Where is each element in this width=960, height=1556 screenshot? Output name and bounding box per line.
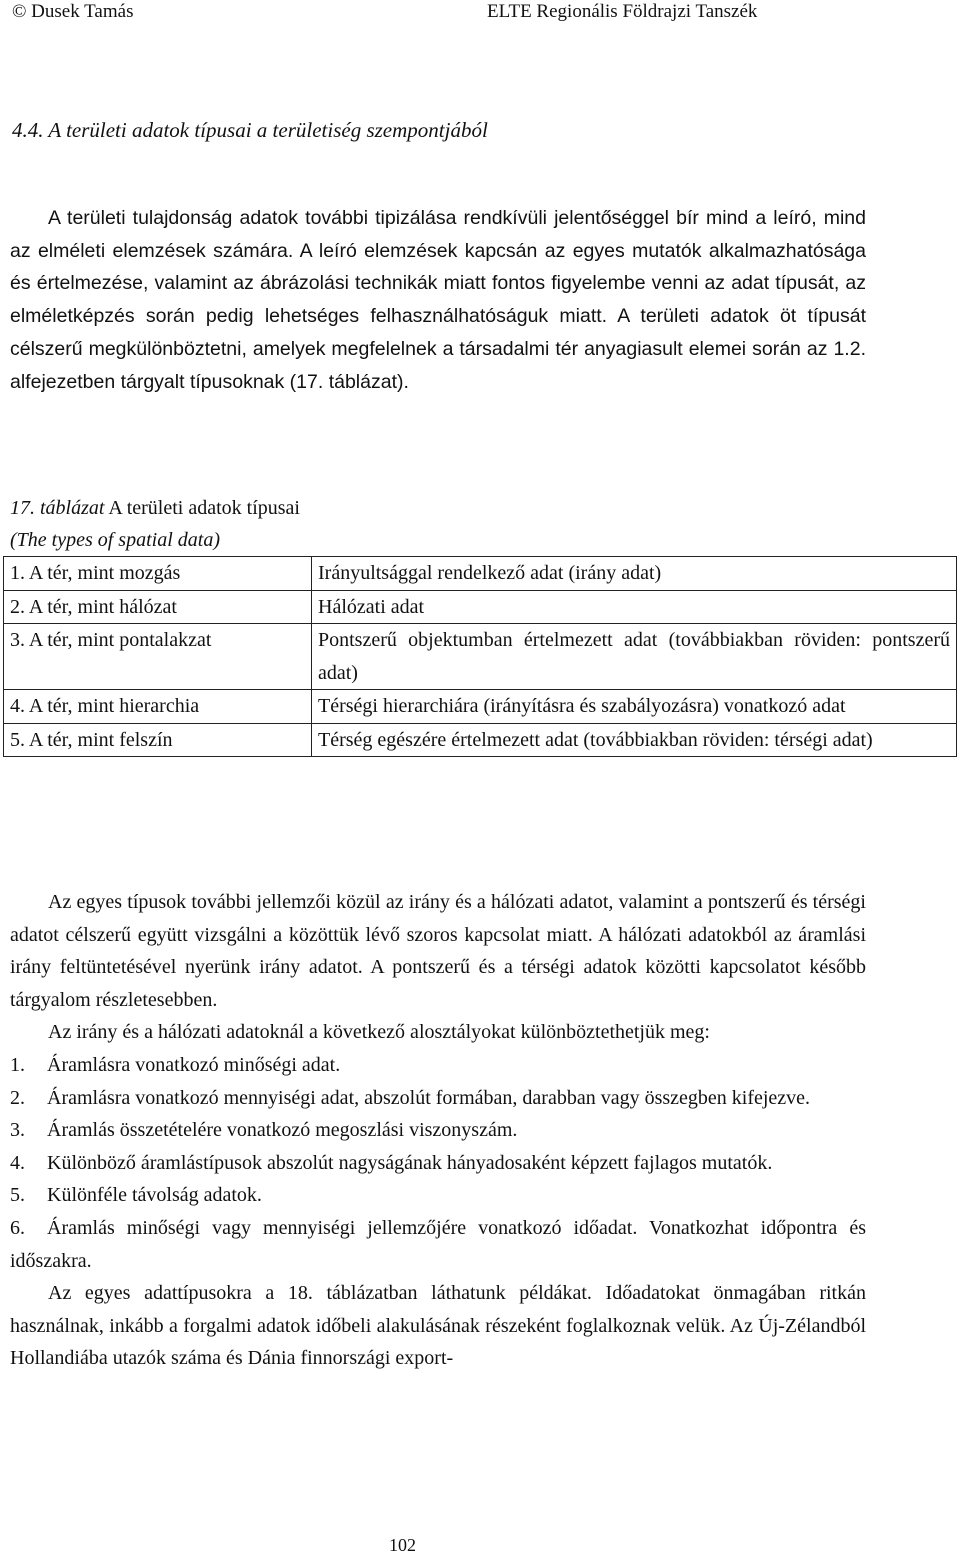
description-cell: Irányultsággal rendelkező adat (irány adat): [312, 557, 957, 591]
description-cell: Térségi hierarchiára (irányításra és szabályozásra) vonatkozó adat: [312, 690, 957, 724]
list-item: [10, 1212, 866, 1277]
types-paragraph: Az egyes típusok további jellemzői közül az irány és a hálózati adatot, valamint a pontszerű és térségi adatot célszerű együtt vizsgálni a közöttük lévő szoros kapcsolat miatt. A hálózati adatokból az áramlási irány feltüntetésével nyerünk irány adatot. A pontszerű és a térségi adatok közötti kapcsolatot később tárgyalom részletesebben.: [10, 891, 866, 1011]
examples-paragraph: Az egyes adattípusokra a 18. táblázatban láthatunk példákat. Időadatokat önmagában ritkán használnak, inkább a forgalmi adatok időbeli alakulásának részeként foglalkoznak velük. Az Új-Zélandból Hollandiába utazók száma és Dánia finnországi export-: [10, 1282, 866, 1370]
type-cell: 2. A tér, mint hálózat: [4, 590, 312, 624]
description-cell: Térség egészére értelmezett adat (továbbiakban röviden: térségi adat): [312, 723, 957, 757]
list-item: [10, 1114, 866, 1147]
subclasses-intro: Az irány és a hálózati adatoknál a következő alosztályokat különböztethetjük meg:: [48, 1021, 710, 1044]
page-number: 102: [389, 1535, 416, 1555]
list-number: 4.: [10, 1151, 25, 1174]
list-number: 2.: [10, 1086, 25, 1109]
list-number: 6.: [10, 1216, 25, 1239]
description-cell: Pontszerű objektumban értelmezett adat (továbbiakban röviden: pontszerű adat): [312, 624, 957, 690]
list-text: Áramlásra vonatkozó minőségi adat.: [47, 1053, 341, 1076]
list-item: [10, 1147, 866, 1180]
list-item: [10, 1049, 866, 1082]
list-number: 3.: [10, 1119, 25, 1142]
header-author: © Dusek Tamás: [12, 1, 134, 22]
list-item: [10, 1082, 866, 1115]
list-text: Különböző áramlástípusok abszolút nagyságának hányadosaként képzett fajlagos mutatók.: [47, 1151, 773, 1174]
list-text: Különféle távolság adatok.: [47, 1184, 262, 1207]
type-cell: 3. A tér, mint pontalakzat: [4, 624, 312, 690]
type-cell: 1. A tér, mint mozgás: [4, 557, 312, 591]
table-caption-label: 17. táblázat: [10, 497, 105, 519]
table-row: [4, 590, 957, 624]
intro-paragraph: A területi tulajdonság adatok további tipizálása rendkívüli jelentőséggel bír mind a leíró, mind az elméleti elemzések számára. A leíró elemzések kapcsán az egyes mutatók alkalmazhatósága és értelmezése, valamint az ábrázolási technikák miatt fontos figyelembe venni az adat típusát, az elméletképzés során pedig lehetséges felhasználhatóságuk miatt. A területi adatok öt típusát célszerű megkülönböztetni, amelyek megfelelnek a társadalmi tér anyagiasult elemei során az 1.2. alfejezetben tárgyalt típusoknak (17. táblázat).: [10, 207, 866, 393]
table-row: [4, 557, 957, 591]
table-row: [4, 624, 957, 690]
table-row: [4, 723, 957, 757]
header-institution: ELTE Regionális Földrajzi Tanszék: [487, 1, 758, 22]
list-text: Áramlásra vonatkozó mennyiségi adat, abszolút formában, darabban vagy összegben kifejezve.: [47, 1086, 811, 1109]
type-cell: 4. A tér, mint hierarchia: [4, 690, 312, 724]
table-caption-english: (The types of spatial data): [10, 529, 220, 551]
spatial-data-types-table: [3, 556, 957, 757]
list-text: Áramlás összetételére vonatkozó megoszlási viszonyszám.: [47, 1119, 518, 1142]
table-caption-text: A területi adatok típusai: [104, 497, 300, 519]
list-number: 5.: [10, 1184, 25, 1207]
list-text: Áramlás minőségi vagy mennyiségi jellemzőjére vonatkozó időadat. Vonatkozhat időpontra és időszakra.: [10, 1216, 866, 1272]
table-caption: [10, 494, 300, 522]
table-row: [4, 690, 957, 724]
body-text: [10, 886, 866, 1375]
section-title: 4.4. A területi adatok típusai a területiség szempontjából: [12, 118, 488, 142]
description-cell: Hálózati adat: [312, 590, 957, 624]
list-item: [10, 1179, 866, 1212]
list-number: 1.: [10, 1053, 25, 1076]
type-cell: 5. A tér, mint felszín: [4, 723, 312, 757]
